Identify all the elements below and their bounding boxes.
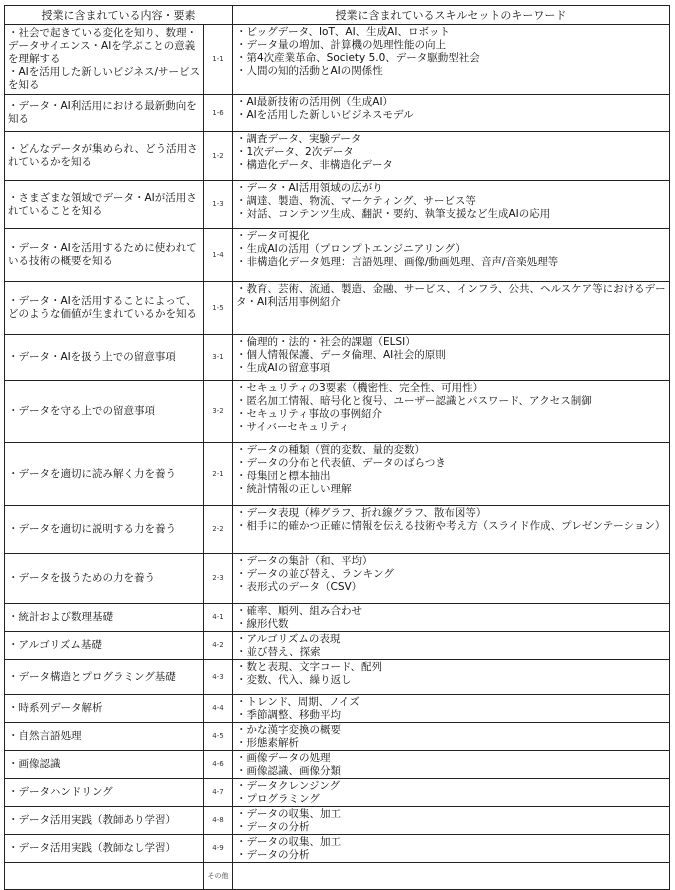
item-code: 4-2 — [204, 632, 233, 660]
content-text: ・アルゴリズム基礎 — [8, 639, 102, 651]
content-cell — [5, 723, 204, 751]
item-code: 1-5 — [204, 282, 233, 335]
content-cell — [5, 25, 204, 95]
keyword-item: ・データ・AI活用領域の広がり — [236, 182, 383, 194]
keyword-cell — [233, 723, 670, 751]
keyword-item: ・変数、代入、繰り返し — [236, 674, 352, 686]
keyword-cell — [233, 554, 670, 604]
table-row — [5, 229, 670, 282]
item-code: 1-3 — [204, 181, 233, 229]
keyword-cell — [233, 25, 670, 95]
keyword-cell — [233, 751, 670, 779]
content-cell — [5, 695, 204, 723]
content-text: ・データ構造とプログラミング基礎 — [8, 670, 176, 683]
keyword-item: ・線形代数 — [236, 618, 289, 630]
table-row — [5, 282, 670, 335]
content-cell — [5, 381, 204, 443]
keyword-column-header: 授業に含まれているスキルセットのキーワード — [233, 6, 670, 25]
keyword-item: ・AIを活用した新しいビジネスモデル — [236, 109, 414, 121]
keyword-item: ・個人情報保護、データ倫理、AI社会的原則 — [236, 349, 446, 361]
table-row — [5, 835, 670, 863]
keyword-item: ・統計情報の正しい理解 — [236, 483, 352, 495]
content-text: ・どんなデータが集められ、どう活用されているかを知る — [8, 143, 198, 168]
item-code: 1-1 — [204, 25, 233, 95]
keyword-item: ・確率、順列、組み合わせ — [236, 605, 362, 617]
keyword-cell — [233, 282, 670, 335]
skillset-table — [4, 5, 670, 890]
content-cell — [5, 181, 204, 229]
keyword-item: ・人間の知的活動とAIの関係性 — [236, 65, 383, 77]
content-text: ・データを扱うための力を養う — [8, 572, 155, 584]
table-row — [5, 335, 670, 381]
keyword-item: ・セキュリティ事故の事例紹介 — [236, 408, 382, 420]
table-row — [5, 95, 670, 132]
content-cell — [5, 751, 204, 779]
keyword-item: ・データ可視化 — [236, 230, 310, 242]
keyword-item: ・プログラミング — [236, 793, 320, 805]
content-text: ・時系列データ解析 — [8, 702, 103, 714]
keyword-cell — [233, 695, 670, 723]
content-cell — [5, 604, 204, 632]
content-cell — [5, 632, 204, 660]
keyword-item: ・データ量の増加、計算機の処理性能の向上 — [236, 39, 446, 51]
item-code: 4-6 — [204, 751, 233, 779]
keyword-item: ・データの収集、加工 — [236, 836, 341, 848]
item-code: 2-1 — [204, 443, 233, 506]
keyword-item: ・データクレンジング — [236, 780, 341, 792]
keyword-item: ・母集団と標本抽出 — [236, 470, 331, 482]
keyword-item: ・表形式のデータ（CSV） — [236, 581, 363, 593]
keyword-cell — [233, 181, 670, 229]
table-row — [5, 751, 670, 779]
keyword-item: ・1次データ、2次データ — [236, 146, 354, 158]
content-text: ・データハンドリング — [8, 786, 113, 798]
keyword-item: ・調達、製造、物流、マーケティング、サービス等 — [236, 195, 476, 207]
keyword-item: ・対話、コンテンツ生成、翻訳・要約、執筆支援など生成AIの応用 — [236, 208, 551, 220]
item-code: 2-3 — [204, 554, 233, 604]
content-cell — [5, 443, 204, 506]
keyword-cell — [233, 381, 670, 443]
keyword-item: ・非構造化データ処理：言語処理、画像/動画処理、音声/音楽処理等 — [236, 256, 559, 268]
table-row — [5, 132, 670, 181]
content-cell — [5, 95, 204, 132]
content-text: ・データ活用実践（教師なし学習） — [8, 842, 176, 854]
table-row — [5, 25, 670, 95]
item-code: 4-8 — [204, 807, 233, 835]
keyword-cell — [233, 863, 670, 890]
keyword-cell — [233, 604, 670, 632]
keyword-cell — [233, 632, 670, 660]
keyword-item: ・かな漢字変換の概要 — [236, 724, 341, 736]
keyword-item: ・生成AIの活用（プロンプトエンジニアリング） — [236, 243, 466, 255]
header-row — [5, 6, 670, 25]
keyword-item: ・データの分析 — [236, 849, 310, 861]
table-row — [5, 632, 670, 660]
table-row — [5, 554, 670, 604]
keyword-item: ・構造化データ、非構造化データ — [236, 159, 393, 171]
content-cell — [5, 282, 204, 335]
table-row — [5, 723, 670, 751]
content-cell — [5, 807, 204, 835]
content-cell — [5, 660, 204, 695]
keyword-cell — [233, 835, 670, 863]
keyword-item: ・画像データの処理 — [236, 752, 331, 764]
keyword-cell — [233, 807, 670, 835]
content-cell — [5, 779, 204, 807]
keyword-cell — [233, 335, 670, 381]
keyword-item: ・季節調整、移動平均 — [236, 709, 341, 721]
item-code: 4-4 — [204, 695, 233, 723]
item-code: 4-9 — [204, 835, 233, 863]
content-cell — [5, 506, 204, 554]
table-row — [5, 181, 670, 229]
item-code: 1-4 — [204, 229, 233, 282]
item-code: 4-5 — [204, 723, 233, 751]
keyword-item: ・相手に的確かつ正確に情報を伝える技術や考え方（スライド作成、プレゼンテーション） — [236, 520, 666, 532]
table-row — [5, 695, 670, 723]
table-row — [5, 807, 670, 835]
keyword-item: ・データの分布と代表値、データのばらつき — [236, 457, 446, 469]
table-row — [5, 443, 670, 506]
keyword-cell — [233, 506, 670, 554]
content-text: ・データを適切に読み解く力を養う — [8, 467, 176, 480]
item-code: 1-2 — [204, 132, 233, 181]
item-code: 4-7 — [204, 779, 233, 807]
content-text: ・データ・AIを扱う上での留意事項 — [8, 351, 176, 363]
keyword-item: ・データの収集、加工 — [236, 808, 341, 820]
item-code: 4-3 — [204, 660, 233, 695]
keyword-cell — [233, 443, 670, 506]
keyword-item: ・データの分析 — [236, 821, 310, 833]
content-text: ・データ活用実践（教師あり学習） — [8, 814, 176, 826]
content-text: ・データ・AIを活用するために使われている技術の概要を知る — [8, 242, 197, 267]
keyword-cell — [233, 779, 670, 807]
keyword-cell — [233, 229, 670, 282]
keyword-item: ・並び替え、探索 — [236, 646, 321, 658]
keyword-cell — [233, 660, 670, 695]
keyword-item: ・アルゴリズムの表現 — [236, 633, 341, 645]
content-text: ・さまざまな領域でデータ・AIが活用されていることを知る — [8, 191, 197, 217]
keyword-item: ・第4次産業革命、Society 5.0、データ駆動型社会 — [236, 52, 480, 64]
keyword-item: ・データの並び替え、ランキング — [236, 568, 394, 580]
content-text: ・画像認識 — [8, 758, 61, 770]
table-row — [5, 660, 670, 695]
keyword-item: ・画像認識、画像分類 — [236, 765, 341, 777]
content-text: ・データを守る上での留意事項 — [8, 405, 155, 417]
content-text: ・AIを活用した新しいビジネス/サービスを知る — [8, 66, 201, 91]
keyword-item: ・生成AIの留意事項 — [236, 362, 331, 374]
keyword-cell — [233, 95, 670, 132]
content-cell — [5, 835, 204, 863]
item-code: 4-1 — [204, 604, 233, 632]
content-text: ・社会で起きている変化を知り、数理・データサイエンス・AIを学ぶことの意義を理解する — [8, 27, 197, 65]
keyword-item: ・データ表現（棒グラフ、折れ線グラフ、散布図等） — [236, 507, 487, 519]
content-cell — [5, 132, 204, 181]
content-text: ・データ・AI利活用における最新動向を知る — [8, 100, 197, 125]
content-cell — [5, 554, 204, 604]
item-code: 3-2 — [204, 381, 233, 443]
keyword-item: ・AI最新技術の活用例（生成AI） — [236, 96, 394, 108]
keyword-item: ・サイバーセキュリティ — [236, 421, 350, 433]
keyword-item: ・データの種類（質的変数、量的変数） — [236, 444, 425, 456]
keyword-item: ・数と表現、文字コード、配列 — [236, 661, 383, 673]
item-code: 1-6 — [204, 95, 233, 132]
table-row — [5, 381, 670, 443]
keyword-item: ・データの集計（和、平均） — [236, 555, 373, 567]
keyword-item: ・トレンド、周期、ノイズ — [236, 696, 360, 708]
keyword-item: ・セキュリティの3要素（機密性、完全性、可用性） — [236, 382, 484, 394]
item-code: その他 — [204, 863, 233, 890]
table-row — [5, 863, 670, 890]
content-text: ・データ・AIを活用することによって、どのような価値が生まれているかを知る — [8, 295, 197, 320]
keyword-cell — [233, 132, 670, 181]
table-row — [5, 506, 670, 554]
content-text: ・統計および数理基礎 — [8, 611, 113, 623]
keyword-item: ・形態素解析 — [236, 737, 299, 749]
content-cell — [5, 863, 204, 890]
table-row — [5, 779, 670, 807]
content-column-header: 授業に含まれている内容・要素 — [5, 6, 233, 25]
content-cell — [5, 229, 204, 282]
keyword-item: ・ビッグデータ、IoT、AI、生成AI、ロボット — [236, 26, 450, 38]
item-code: 3-1 — [204, 335, 233, 381]
content-cell — [5, 335, 204, 381]
keyword-item: ・調査データ、実験データ — [236, 133, 362, 145]
item-code: 2-2 — [204, 506, 233, 554]
keyword-item: ・匿名加工情報、暗号化と復号、ユーザー認識とパスワード、アクセス制御 — [236, 395, 592, 407]
keyword-item: ・倫理的・法的・社会的課題（ELSI） — [236, 336, 416, 348]
table-row — [5, 604, 670, 632]
content-text: ・データを適切に説明する力を養う — [8, 523, 176, 535]
keyword-item: ・教育、芸術、流通、製造、金融、サービス、インフラ、公共、ヘルスケア等におけるデータ・AI利活用事例紹介 — [236, 283, 666, 308]
content-text: ・自然言語処理 — [8, 730, 82, 742]
